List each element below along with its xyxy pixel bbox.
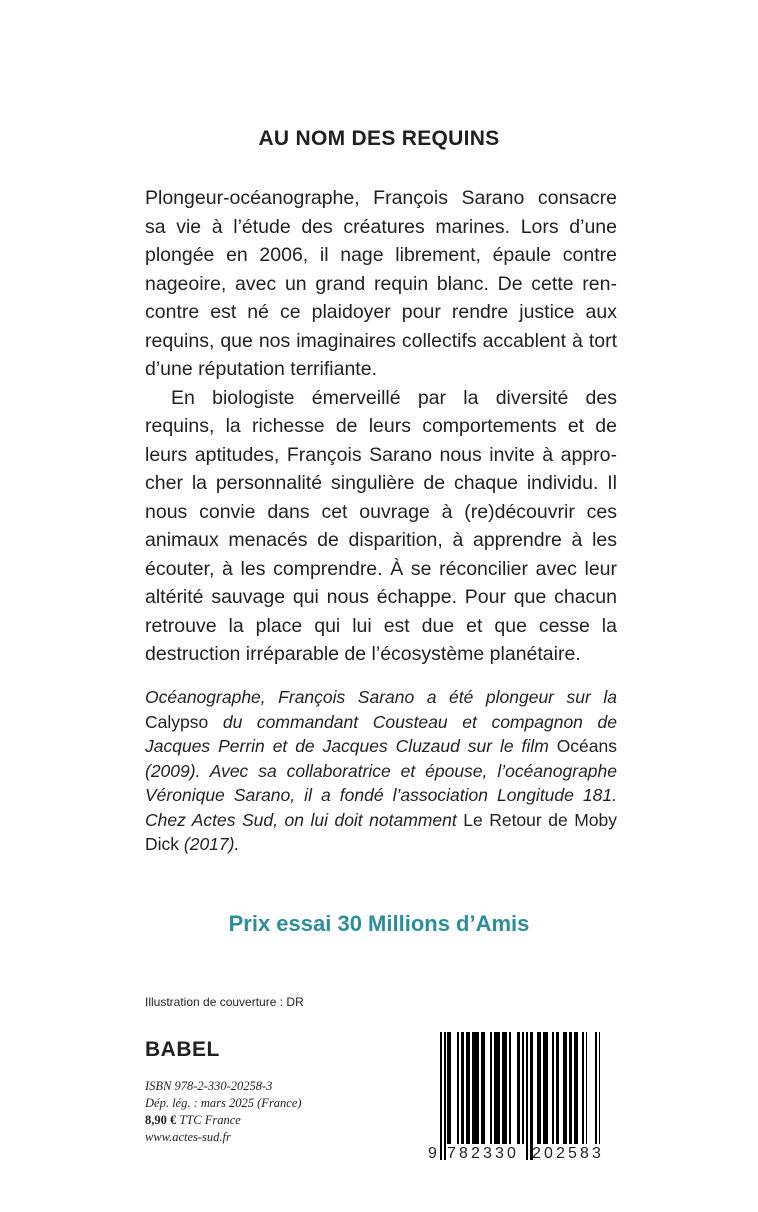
cover-credit: Illustration de couverture : DR	[145, 995, 304, 1009]
price-line	[145, 1112, 302, 1129]
bio-text-2: du commandant Cousteau et compagnon de Jacques Perrin et de Jacques Cluzaud sur le film	[145, 711, 617, 756]
barcode-bar	[472, 1032, 479, 1144]
isbn: ISBN 978-2-330-20258-3	[145, 1079, 273, 1093]
legal-deposit: Dép. lég. : mars 2025 (France)	[145, 1096, 302, 1110]
author-bio	[145, 685, 617, 857]
barcode-first-digit: 9	[428, 1145, 440, 1162]
bio-ship-name: Calypso	[145, 711, 209, 732]
prize-mention: Prix essai 30 Millions d’Amis	[228, 911, 530, 936]
barcode-space	[587, 1032, 594, 1144]
publisher-logo: BABEL	[145, 1038, 220, 1061]
price-suffix: TTC France	[176, 1113, 241, 1127]
website: www.actes-sud.fr	[145, 1130, 231, 1144]
barcode-right-digits: 202583	[532, 1145, 604, 1162]
bio-film-title: Océans	[556, 736, 617, 756]
bio-book-title: Le Retour de Moby Dick	[145, 809, 617, 854]
bio-text-4: (2017).	[179, 834, 240, 854]
isbn-barcode	[428, 1032, 618, 1160]
barcode-space	[600, 1032, 602, 1144]
blurb	[145, 184, 617, 669]
barcode-left-digits: 782330	[447, 1145, 519, 1162]
blurb-paragraph-1: Plongeur-océanographe, François Sarano consacre sa vie à l’étude des créatures marines. Lors d’une plongée en 2006, il nage librement, épaule contre nageoire, avec un grand requin blanc. De cette rencontre est né ce plaidoyer pour rendre justice aux requins, que nos imaginaires collectifs accablent à tort d’une réputation terrifiante.	[145, 187, 617, 380]
price: 8,90 €	[145, 1113, 177, 1127]
blurb-paragraph-2: En biologiste émerveillé par la diversité des requins, la richesse de leurs comportements et de leurs aptitudes, François Sarano nous invite à approcher la personnalité singulière de chaque individu. Il nous convie dans cet ouvrage à (re)découvrir ces animaux menacés de disparition, à apprendre à les écouter, à les comprendre. À se réconcilier avec leur altérité sauvage qui nous échappe. Pour que chacun retrouve la place qui lui est due et que cesse la destruction irréparable de l’écosystème planétaire.	[145, 386, 617, 665]
book-title: AU NOM DES REQUINS	[258, 127, 500, 150]
bio-text-1: Océanographe, François Sarano a été plongeur sur la	[145, 687, 617, 707]
bio-text-3: (2009). Avec sa collaboratrice et épouse, l’océanographe Véronique Sarano, il a fondé l’association Longitude 181. Chez Actes Sud, on lui doit notamment	[145, 760, 617, 830]
book-metadata	[145, 1078, 302, 1146]
barcode-bars	[440, 1032, 618, 1160]
